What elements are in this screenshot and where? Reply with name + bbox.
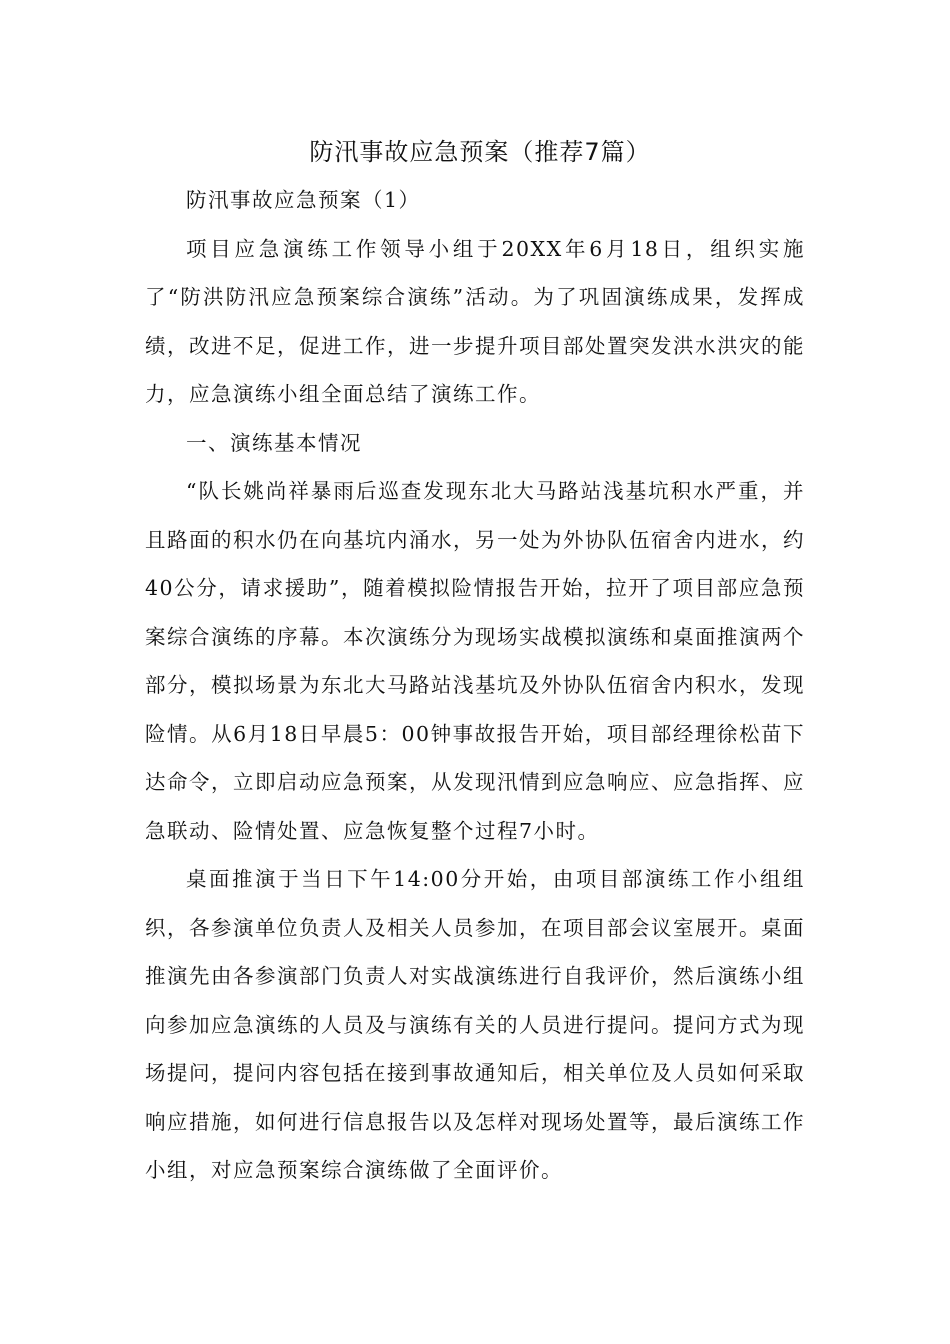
paragraph-tabletop-exercise: 桌面推演于当日下午14:00分开始，由项目部演练工作小组组织，各参演单位负责人及相关人员参加，在项目部会议室展开。桌面推演先由各参演部门负责人对实战演练进行自我评价，然后演练小组向参加应急演练的人员及与演练有关的人员进行提问。提问方式为现场提问，提问内容包括在接到事故通知后，相关单位及人员如何采取响应措施，如何进行信息报告以及怎样对现场处置等，最后演练工作小组，对应急预案综合演练做了全面评价。 bbox=[145, 867, 805, 1182]
heading-basic-situation: 一、演练基本情况 bbox=[186, 430, 362, 455]
paragraph-drill-description: “队长姚尚祥暴雨后巡查发现东北大马路站浅基坑积水严重，并且路面的积水仍在向基坑内涌水，另一处为外协队伍宿舍内进水，约40公分，请求援助”，随着模拟险情报告开始，拉开了项目部应急预案综合演练的序幕。本次演练分为现场实战模拟演练和桌面推演两个部分，模拟场景为东北大马路站浅基坑及外协队伍宿舍内积水，发现险情。从6月18日早晨5：00钟事故报告开始，项目部经理徐松苗下达命令，立即启动应急预案，从发现汛情到应急响应、应急指挥、应急联动、险情处置、应急恢复整个过程7小时。 bbox=[145, 479, 805, 843]
paragraph-intro: 项目应急演练工作领导小组于20XX年6月18日，组织实施了“防洪防汛应急预案综合演练”活动。为了巩固演练成果，发挥成绩，改进不足，促进工作，进一步提升项目部处置突发洪水洪灾的能力，应急演练小组全面总结了演练工作。 bbox=[145, 236, 805, 406]
section-title: 防汛事故应急预案（1） bbox=[186, 188, 421, 212]
document-title: 防汛事故应急预案（推荐7篇） bbox=[309, 138, 651, 166]
document-body bbox=[145, 128, 805, 1195]
